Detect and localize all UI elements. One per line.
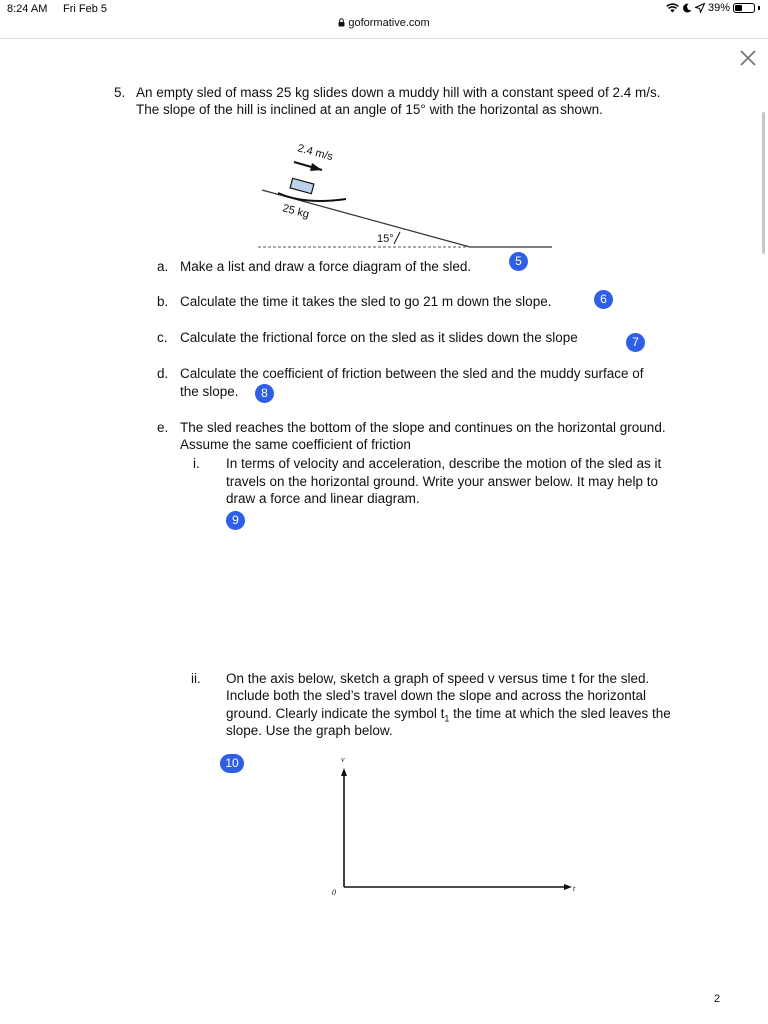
moon-icon: [682, 3, 692, 13]
location-icon: [695, 3, 705, 13]
part-a-letter: a.: [157, 259, 169, 274]
part-e-i-line1: In terms of velocity and acceleration, describe the motion of the sled as it: [226, 456, 662, 471]
battery-icon: [733, 3, 755, 13]
part-b-letter: b.: [157, 294, 169, 309]
question-text-line1: An empty sled of mass 25 kg slides down a muddy hill with a constant speed of 2.4 m/s.: [136, 85, 661, 100]
angle-label: 15°: [377, 233, 394, 245]
battery-nub: [758, 6, 760, 10]
part-e-text-line1: The sled reaches the bottom of the slope and continues on the horizontal ground.: [180, 420, 666, 435]
part-e-i-numeral: i.: [193, 456, 200, 471]
browser-divider: [0, 38, 768, 39]
x-axis-arrowhead: [564, 884, 572, 890]
answer-badge-8[interactable]: 8: [255, 384, 274, 403]
status-icons: [666, 2, 760, 14]
part-e-ii-line3b: the time at which the sled leaves the: [449, 706, 671, 721]
angle-arc: [394, 232, 400, 244]
answer-badge-10[interactable]: 10: [220, 754, 244, 773]
url-text: goformative.com: [348, 17, 430, 29]
part-e-i-line3: draw a force and linear diagram.: [226, 491, 420, 506]
slope-diagram: [250, 135, 560, 260]
answer-badge-5[interactable]: 5: [509, 252, 528, 271]
part-e-ii-line4: slope. Use the graph below.: [226, 723, 393, 738]
url-bar[interactable]: [0, 17, 768, 37]
part-d-text-line1: Calculate the coefficient of friction between the sled and the muddy surface of: [180, 366, 644, 381]
close-icon[interactable]: [738, 48, 758, 68]
speed-time-axes: [330, 752, 585, 902]
part-d-letter: d.: [157, 366, 169, 381]
sled-runner: [278, 193, 346, 201]
answer-badge-6[interactable]: 6: [594, 290, 613, 309]
question-text-line2: The slope of the hill is inclined at an angle of 15° with the horizontal as shown.: [136, 102, 603, 117]
y-axis-label: v: [341, 755, 345, 764]
answer-badge-7[interactable]: 7: [626, 333, 645, 352]
mass-label: 25 kg: [281, 202, 311, 221]
y-axis-arrowhead: [341, 768, 347, 776]
part-e-ii-line2: Include both the sled’s travel down the slope and across the horizontal: [226, 688, 647, 703]
sled-box: [290, 178, 314, 193]
lock-icon: [338, 18, 345, 27]
scrollbar[interactable]: [762, 112, 765, 254]
part-c-text: Calculate the frictional force on the sled as it slides down the slope: [180, 330, 578, 345]
page-number: 2: [714, 993, 721, 1005]
status-date: Fri Feb 5: [63, 3, 108, 15]
part-a-text: Make a list and draw a force diagram of the sled.: [180, 259, 472, 274]
part-e-ii-numeral: ii.: [191, 671, 201, 686]
question-number: 5.: [114, 85, 126, 100]
part-c-letter: c.: [157, 330, 168, 345]
battery-percent: 39%: [707, 2, 730, 14]
x-axis-label: t: [573, 884, 576, 893]
t1-subscript: 1: [444, 713, 450, 724]
part-e-letter: e.: [157, 420, 169, 435]
wifi-icon: [666, 3, 679, 13]
velocity-arrowhead: [310, 163, 322, 171]
part-e-ii-line3a: ground. Clearly indicate the symbol t: [226, 706, 445, 721]
answer-badge-9[interactable]: 9: [226, 511, 245, 530]
part-d-text-line2: the slope.: [180, 384, 239, 399]
part-e-ii-line1: On the axis below, sketch a graph of speed v versus time t for the sled.: [226, 671, 650, 686]
part-e-i-line2: travels on the horizontal ground. Write your answer below. It may help to: [226, 474, 658, 489]
origin-label: 0: [332, 888, 336, 897]
part-e-text-line2: Assume the same coefficient of friction: [180, 437, 411, 452]
battery-fill: [735, 5, 742, 11]
speed-label: 2.4 m/s: [296, 142, 335, 164]
part-b-text: Calculate the time it takes the sled to go 21 m down the slope.: [180, 294, 552, 309]
status-time: 8:24 AM: [7, 3, 48, 15]
